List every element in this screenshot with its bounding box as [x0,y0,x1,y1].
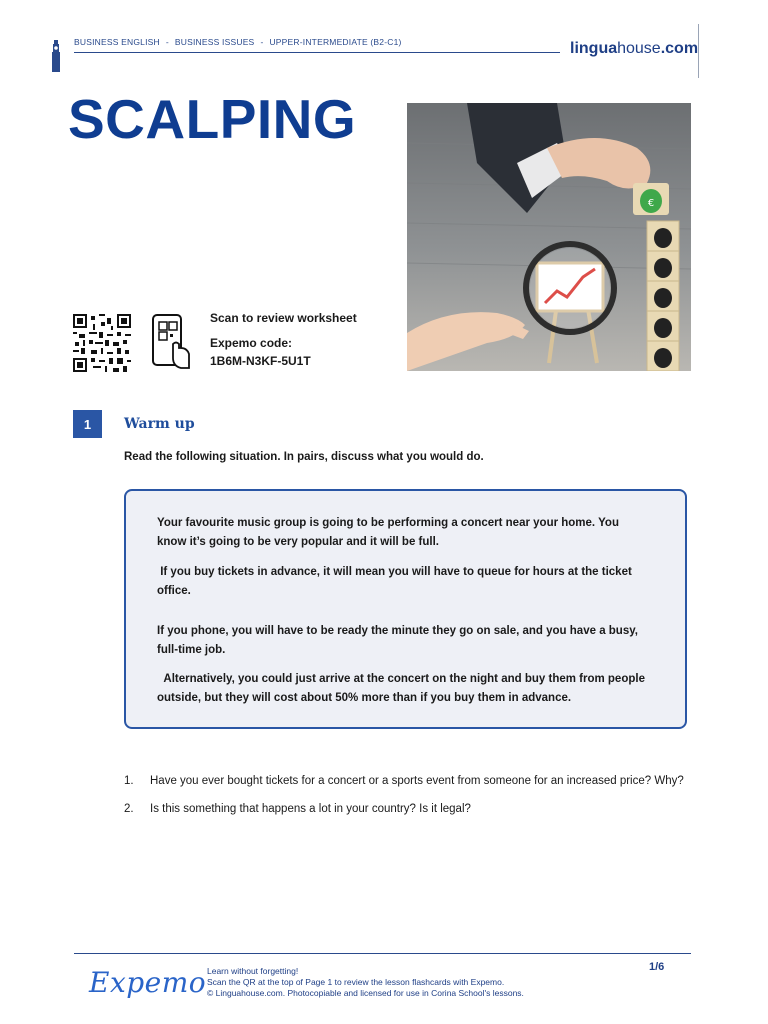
situation-paragraph: If you buy tickets in advance, it will mean you will have to queue for hours at the ticket office. [157,566,636,597]
footer-divider [74,953,691,954]
footer-text [207,966,524,999]
header-divider [74,52,560,53]
section-number: 1 [73,410,102,438]
brand-logo[interactable]: linguahouse.com [570,40,699,57]
footer-line: Scan the QR at the top of Page 1 to review the lesson flashcards with Expemo. [207,977,505,987]
expemo-logo[interactable]: Expemo [89,966,207,999]
phone-scan-icon [151,314,191,372]
big-ben-icon [50,40,62,72]
scan-label: Scan to review worksheet [210,311,357,325]
page-title: SCALPING [68,88,357,150]
header-vertical-divider [698,24,699,78]
list-item [124,772,699,791]
question-number: 1. [124,775,134,787]
question-text: Is this something that happens a lot in your country? Is it legal? [150,803,471,815]
situation-paragraph: If you phone, you will have to be ready the minute they go on sale, and you have a busy, full-time job. [157,625,638,656]
qr-code-icon[interactable] [73,314,131,372]
section-title: Warm up [124,416,195,432]
situation-paragraph: Alternatively, you could just arrive at the concert on the night and buy them from people outside, but they will cost about 50% more than if you buy them in advance. [157,673,649,704]
breadcrumb-item[interactable]: UPPER-INTERMEDIATE (B2-C1) [269,37,402,47]
code-label: Expemo code: [210,336,293,350]
footer-line: Learn without forgetting! [207,966,299,976]
question-list [124,772,699,828]
expemo-code: 1B6M-N3KF-5U1T [210,354,311,368]
hero-image [407,103,691,371]
breadcrumb-item[interactable]: BUSINESS ENGLISH [74,37,160,47]
page-number: 1/6 [649,961,665,973]
situation-paragraph: Your favourite music group is going to be performing a concert near your home. You know it’s going to be very popular and it will be full. [157,517,619,548]
instruction-text: Read the following situation. In pairs, discuss what you would do. [124,451,484,463]
footer-line: © Linguahouse.com. Photocopiable and licensed for use in Corina School's lessons. [207,988,524,998]
question-text: Have you ever bought tickets for a concert or a sports event from someone for an increased price? Why? [150,775,684,787]
breadcrumb: BUSINESS ENGLISH - BUSINESS ISSUES - UPPER-INTERMEDIATE (B2-C1) [74,37,402,47]
svg-text:€: € [647,198,655,209]
scan-info [210,312,357,380]
situation-box [124,489,687,729]
breadcrumb-item[interactable]: BUSINESS ISSUES [174,37,255,47]
list-item [124,800,699,819]
question-number: 2. [124,803,134,815]
